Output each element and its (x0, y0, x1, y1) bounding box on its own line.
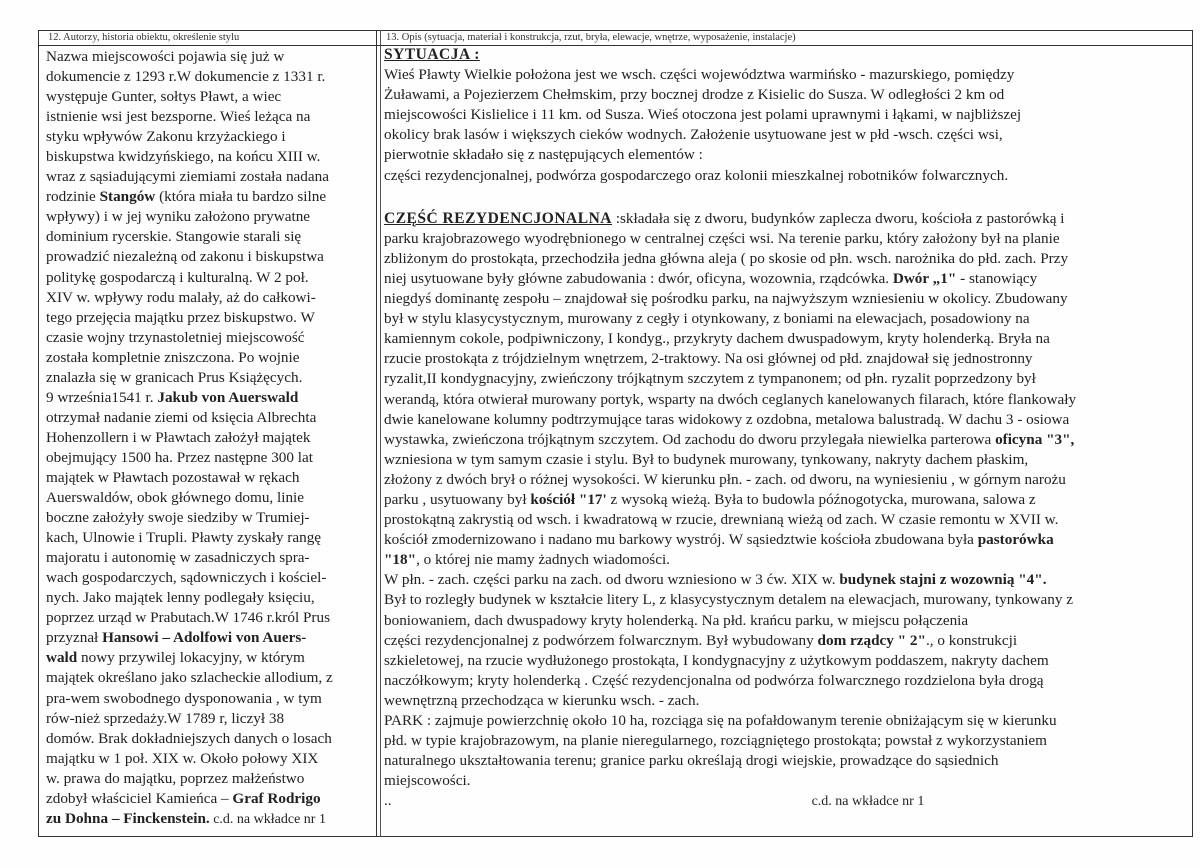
text-segment: nych. Jako majątek lenny podlegały księciu, (46, 589, 315, 607)
text-segment: z wysoką wieżą. Była to budowla późnogotycka, murowana, salowa z (606, 490, 1036, 508)
continuation-note: c.d. na wkładce nr 1 (811, 794, 925, 810)
text-segment: Hohenzollern i w Pławtach założył majątek (46, 428, 311, 446)
text-line (384, 65, 1184, 85)
text-line (384, 671, 1184, 691)
description-text-column (384, 45, 1184, 812)
text-segment: niegdyś dominantę zespołu – znajdował się pośrodku parku, na najwyższym wzniesieniu w okolicy. Zbudowany (384, 290, 1068, 308)
bold-text: dom rządcy " 2" (817, 631, 926, 649)
text-line (46, 207, 372, 227)
text-segment: boniowaniem, dach dwuspadowy kryty holenderką. Na płd. krańcu parku, w miejscu połączenia (384, 611, 969, 629)
text-line (384, 771, 1184, 791)
text-line (46, 648, 372, 668)
text-segment: (która miała tu bardzo silne (155, 188, 327, 206)
text-line (46, 668, 372, 688)
column-divider (376, 30, 377, 836)
text-line (46, 468, 372, 488)
text-line (46, 729, 372, 749)
text-line (384, 751, 1184, 771)
text-segment: Był to rozległy budynek w kształcie litery L, z klasycystycznym detalem na elewacjach, murowany, tynkowany z (384, 591, 1073, 609)
text-segment: miejscowości Kislielice i 11 km. od Susza. Wieś otoczona jest polami uprawnymi i łąkami, w najbliższej (384, 106, 1022, 124)
text-segment: domów. Brak dokładniejszych danych o losach (46, 729, 332, 747)
text-line (46, 448, 372, 468)
text-segment: majątek w Pławtach pozostawał w rękach (46, 468, 300, 486)
text-segment: majątku w 1 poł. XIX w. Około połowy XIX (46, 749, 319, 767)
text-segment: wystawka, zwieńczona trójkątnym szczytem. Od zachodu do dworu przylegała niewielka parterowa (384, 430, 996, 448)
text-segment: majoratu i autonomię w zasadniczych spra- (46, 549, 310, 567)
text-line (46, 608, 372, 628)
text-line (384, 631, 1184, 651)
text-segment: okolicy brak lasów i większych cieków wodnych. Założenie usytuowane jest w płd -wsch. części wsi, (384, 126, 1003, 144)
text-segment: szkieletowej, na rzucie wydłużonego prostokąta, I kondygnacyjny z użytkowym poddaszem, nakryty dachem (384, 651, 1049, 669)
text-segment: biskupstwa kwidzyńskiego, na końcu XIII w. (46, 148, 321, 166)
text-line (384, 530, 1184, 550)
text-line (384, 309, 1184, 329)
text-line (384, 611, 1184, 631)
text-line (46, 348, 372, 368)
text-line (46, 789, 372, 809)
right-column-header: 13. Opis (sytuacja, materiał i konstrukcja, rzut, bryła, elewacje, wnętrze, wyposażenie, instalacje) (386, 32, 796, 43)
text-segment: styku wpływów Zakonu krzyżackiego i (46, 128, 286, 146)
text-line (384, 410, 1184, 430)
text-line (46, 508, 372, 528)
bold-text: Stangów (99, 188, 156, 206)
text-segment: XIV w. wpływy rodu malały, aż do całkowi- (46, 288, 316, 306)
text-line (46, 308, 372, 328)
text-segment: 9 września1541 r. (46, 388, 158, 406)
text-segment: w. prawa do majątku, poprzez małżeństwo (46, 769, 305, 787)
text-segment: miejscowości. (384, 772, 471, 790)
text-line (384, 249, 1184, 269)
text-line (46, 488, 372, 508)
text-line (46, 288, 372, 308)
bold-text: pastorówka (977, 531, 1054, 549)
text-segment: parku krajobrazowego wyodrębnionego w centralnej części wsi. Na terenie parku, który założony był na planie (384, 229, 1060, 247)
text-segment: dokumencie z 1293 r.W dokumencie z 1331 r. (46, 68, 326, 86)
text-segment: złożony z dwóch brył o różnej wysokości. W kierunku płn. - zach. od dworu, na wyniesieniu , w górnym narożu (384, 470, 1066, 488)
text-line (46, 247, 372, 267)
text-line (384, 570, 1184, 590)
text-segment: części rezydencjonalnej, podwórza gospodarczego oraz kolonii mieszkalnej robotników folwarcznych. (384, 166, 1009, 184)
text-segment: rodzinie (46, 188, 100, 206)
text-line (46, 749, 372, 769)
text-segment: c.d. na wkładce nr 1 (209, 811, 326, 827)
text-line (384, 85, 1184, 105)
text-segment: płd. w typie krajobrazowym, na planie nieregularnego, rozciągniętego prostokąta; powstał z wykorzystaniem (384, 732, 1047, 750)
text-segment: pierwotnie składało się z następujących elementów : (384, 146, 703, 164)
bold-text: Graf Rodrigo (232, 789, 321, 807)
text-segment: , o której nie mamy żadnych wiadomości. (416, 551, 670, 569)
text-line (46, 328, 372, 348)
text-line (46, 187, 372, 207)
text-line (46, 568, 372, 588)
text-line (384, 390, 1184, 410)
text-segment: dominium rycerskie. Stangowie starali się (46, 228, 302, 246)
text-segment: dwie kanelowane kolumny podtrzymujące taras widokowy z ozdobna, metalowa balustradą. W dachu 3 - osiowa (384, 410, 1070, 428)
text-segment: obejmujący 1500 ha. Przez następne 300 lat (46, 448, 313, 466)
text-line (384, 289, 1184, 309)
column-divider-inner (380, 30, 381, 836)
text-line (384, 329, 1184, 349)
text-segment: Wieś Pławty Wielkie położona jest we wsch. części województwa warmińsko - mazurskiego, pomiędzy (384, 66, 1015, 84)
text-segment: znalazła się w granicach Prus Książęcych. (46, 368, 303, 386)
bold-text: "18" (384, 551, 417, 569)
text-line (46, 368, 372, 388)
text-segment: majątek określano jako szlacheckie allodium, z (46, 669, 333, 687)
text-line (46, 709, 372, 729)
text-segment: parku , usytuowany był (384, 490, 531, 508)
text-segment: zdobył właściciel Kamieńca – (46, 789, 233, 807)
text-segment: wewnętrzną przechodząca w kierunku wsch. - zach. (384, 691, 700, 709)
bold-text: Jakub von Auerswald (157, 388, 299, 406)
text-line (46, 147, 372, 167)
text-segment: W płn. - zach. części parku na zach. od dworu wzniesiono w 3 ćw. XIX w. (384, 571, 840, 589)
text-line (46, 127, 372, 147)
text-segment: ryzalit,II kondygnacyjny, zwieńczony trójkątnym szczytem z tympanonem; od płn. ryzalit poprzedzony był (384, 370, 1036, 388)
text-segment: niej usytuowane były główne zabudowania : dwór, oficyna, wozownia, rządcówka. (384, 269, 893, 287)
bold-text: oficyna "3", (995, 430, 1075, 448)
text-segment: otrzymał nadanie ziemi od księcia Albrechta (46, 408, 317, 426)
text-segment: występuje Gunter, sołtys Pławt, a wiec (46, 88, 282, 106)
text-line (46, 689, 372, 709)
text-line (384, 731, 1184, 751)
frame-left-border (38, 30, 39, 836)
text-segment: werandą, która otwierał murowany portyk, wsparty na dwóch ceglanych kanelowanych filarach, które flankowały (384, 390, 1077, 408)
bold-text: zu Dohna – Finckenstein. (46, 809, 210, 827)
text-segment: zbliżonym do prostokąta, przechodziła jedna główna aleja ( po skosie od płn. wsch. narożnika do płd. zach. Przy (384, 249, 1069, 267)
text-line (384, 550, 1184, 570)
frame-right-border (1192, 30, 1193, 836)
text-line (46, 428, 372, 448)
text-segment: politykę gospodarczą i kulturalną. W 2 poł. (46, 268, 309, 286)
text-segment: rzucie prostokąta z trójdzielnym wnętrzem, 2-traktowy. Na osi głównej od płd. znajdował się jednostronny (384, 350, 1033, 368)
text-line (46, 628, 372, 648)
text-segment: została kompletnie zniszczona. Po wojnie (46, 348, 300, 366)
text-segment: części rezydencjonalnej z podwórzem folwarcznym. Był wybudowany (384, 631, 818, 649)
text-line (384, 349, 1184, 369)
text-line (384, 691, 1184, 711)
text-segment: kach, Ulnowie i Trupli. Pławty zyskały rangę (46, 529, 322, 547)
text-segment: był w stylu klasycystycznym, murowany z cegły i otynkowany, z boniami na elewacjach, posadowiony na (384, 310, 1030, 328)
text-line (384, 269, 1184, 289)
text-segment: wraz z sąsiadującymi ziemiami została nadana (46, 168, 329, 186)
text-line (384, 209, 1184, 229)
text-line (384, 105, 1184, 125)
text-line (384, 450, 1184, 470)
text-segment: boczne założyły swoje siedziby w Trumiej- (46, 509, 310, 527)
text-line (46, 47, 372, 67)
section-heading: SYTUACJA : (384, 46, 480, 63)
bold-text: Hansowi – Adolfowi von Auers- (102, 629, 307, 647)
text-segment: ., o konstrukcji (925, 631, 1018, 649)
text-segment: wach gospodarczych, sądowniczych i kościel- (46, 569, 327, 587)
text-line (46, 67, 372, 87)
text-line (384, 470, 1184, 490)
text-segment: rów-nież sprzedaży.W 1789 r, liczył 38 (46, 709, 285, 727)
text-line (46, 588, 372, 608)
text-line (384, 490, 1184, 510)
text-segment: naczółkowym; kryty holenderką . Część rezydencjonalna od podwórza folwarcznego rozdzielona była drogą (384, 671, 1044, 689)
text-segment: poprzez urząd w Prabutach.W 1746 r.król Prus (46, 609, 330, 627)
text-line (46, 809, 372, 830)
text-segment: .. (384, 792, 392, 810)
text-segment: Auerswaldów, obok głównego domu, linie (46, 489, 305, 507)
text-line (46, 769, 372, 789)
bold-text: wald (46, 649, 78, 667)
text-segment: tego przejęcia majątku przez biskupstwo. W (46, 308, 315, 326)
text-segment: istnienie wsi jest bezsporne. Wieś leżąca na (46, 108, 311, 126)
text-segment: prostokątną zakrystią od wsch. i kwadratową w rzucie, drewnianą wieżą od zach. W czasie remontu w XVII w. (384, 511, 1059, 529)
text-line (384, 791, 1184, 812)
text-segment: prowadzić niezależną od zakonu i biskupstwa (46, 248, 324, 266)
text-line (46, 388, 372, 408)
text-line (384, 125, 1184, 145)
text-segment: wzniesiona w tym samym czasie i stylu. Był to budynek murowany, tynkowany, nakryty dachem płaskim, (384, 450, 1029, 468)
text-line (384, 45, 1184, 65)
text-line (384, 590, 1184, 610)
text-line (384, 229, 1184, 249)
text-segment: :składała się z dworu, budynków zaplecza dworu, kościoła z pastorówką i (611, 209, 1065, 227)
text-line (46, 107, 372, 127)
section-heading: CZĘŚĆ REZYDENCJONALNA (384, 209, 612, 227)
text-line (46, 227, 372, 247)
text-segment: wpływy) i w jej wyniku założono prywatne (46, 208, 311, 226)
text-line (384, 651, 1184, 671)
text-line (46, 528, 372, 548)
text-line (384, 510, 1184, 530)
text-line (46, 408, 372, 428)
text-segment: kamiennym cokole, podpiwniczony, I kondyg., przykryty dachem dwuspadowym, kryty holenderką. Bryła na (384, 330, 1050, 348)
history-text-column (46, 47, 372, 830)
text-segment: - stanowiący (956, 269, 1038, 287)
text-segment: PARK : zajmuje powierzchnię około 10 ha, rozciąga się na pofałdowanym terenie obniżającym się w kierunku (384, 712, 1057, 729)
frame-bottom-border (38, 836, 1193, 837)
text-segment: Żuławami, a Pojezierzem Chełmskim, przy bocznej drodze z Kisielic do Susza. W odległości 2 km od (384, 86, 1005, 104)
text-line (46, 167, 372, 187)
text-line (384, 430, 1184, 450)
bold-text: Dwór „1" (892, 269, 957, 287)
text-segment: nowy przywilej lokacyjny, w którym (77, 649, 305, 667)
text-line (384, 369, 1184, 389)
bold-text: budynek stajni z wozownią "4". (839, 571, 1047, 589)
text-line (46, 268, 372, 288)
left-column-header: 12. Autorzy, historia obiektu, określenie stylu (48, 32, 240, 43)
text-line (46, 548, 372, 568)
text-line (46, 87, 372, 107)
text-segment: naturalnego ukształtowania terenu; granice parku określają drogi wiejskie, prowadzące do sąsiednich (384, 752, 999, 770)
text-segment: przyznał (46, 629, 103, 647)
text-segment: czasie wojny trzynastoletniej miejscowość (46, 328, 305, 346)
text-line (384, 166, 1184, 186)
text-segment: Nazwa miejscowości pojawia się już w (46, 48, 285, 65)
bold-text: kościół "17' (530, 490, 607, 508)
paragraph-gap (384, 186, 1184, 209)
text-segment: pra-wem swobodnego dysponowania , w tym (46, 689, 322, 707)
text-line (384, 145, 1184, 165)
text-line (384, 711, 1184, 731)
text-segment: kościół zmodernizowano i nadano mu barkowy wystrój. W sąsiedztwie kościoła zbudowana była (384, 531, 978, 549)
